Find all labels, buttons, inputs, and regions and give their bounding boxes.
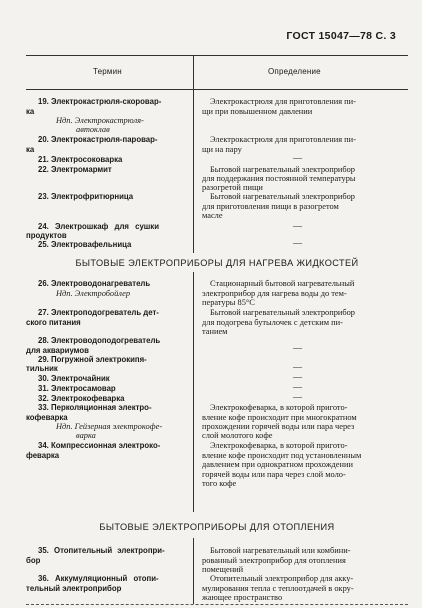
- column-header-term: Термин: [93, 67, 122, 76]
- definition-20: Электрокастрюля для приготовления пи-: [210, 135, 356, 144]
- term-33-note-cont: варка: [76, 431, 96, 440]
- term-24-cont: продуктов: [26, 231, 67, 240]
- term-32: 32. Электрокофеварка: [38, 394, 125, 403]
- definition-32-dash: —: [293, 392, 302, 402]
- definition-27-cont2: танием: [202, 327, 228, 336]
- definition-26-cont: электроприбор для нагрева воды до тем-: [202, 289, 347, 298]
- definition-23: Бытовой нагревательный электроприбор: [210, 192, 355, 201]
- term-19-note: Ндп. Электрокастрюля-: [56, 116, 144, 125]
- term-24: 24. Электрошкаф для сушки: [38, 222, 160, 231]
- term-34-cont: феварка: [26, 451, 60, 460]
- term-35: 35. Отопительный электропри-: [38, 546, 165, 555]
- definition-34-cont2: давлением при однократном прохождении: [202, 460, 353, 469]
- term-19-cont: ка: [26, 107, 35, 116]
- definition-36-cont2: жающее пространство: [202, 593, 283, 602]
- definition-25-dash: —: [293, 238, 302, 248]
- definition-33-cont2: прохождении горячей воды или пара через: [202, 422, 355, 431]
- term-26: 26. Электроводонагреватель: [38, 279, 151, 288]
- definition-31-dash: —: [293, 382, 302, 392]
- definition-33: Электрокофеварка, в которой пригото-: [210, 403, 348, 412]
- definition-24-dash: —: [293, 221, 302, 231]
- column-divider-1: [193, 55, 194, 253]
- definition-36: Отопительный электроприбор для акку-: [210, 574, 354, 583]
- column-divider-3: [193, 538, 194, 604]
- term-19-note-cont: автоклав: [76, 125, 110, 134]
- term-29-cont: тильник: [26, 364, 58, 373]
- term-36: 36. Аккумуляционный отопи-: [38, 574, 159, 583]
- term-22: 22. Электромармит: [38, 165, 112, 174]
- definition-27: Бытовой нагревательный электроприбор: [210, 308, 355, 317]
- term-29: 29. Погружной электрокипя-: [38, 355, 147, 364]
- definition-36-cont: мулирования тепла с теплоотдачей в окру-: [202, 584, 354, 593]
- table-top-rule: [26, 55, 408, 56]
- definition-34-cont4: того кофе: [202, 479, 237, 488]
- definition-26-cont2: пературы 85°С: [202, 298, 255, 307]
- term-25: 25. Электровафельница: [38, 240, 132, 249]
- definition-22-cont2: разогретой пищи: [202, 183, 263, 192]
- column-divider-2: [193, 272, 194, 512]
- definition-35: Бытовой нагревательный или комбини-: [210, 546, 351, 555]
- term-28: 28. Электроводоподогреватель: [38, 336, 161, 345]
- definition-33-cont3: слой молотого кофе: [202, 431, 273, 440]
- term-27: 27. Электроподогреватель дет-: [38, 308, 159, 317]
- definition-30-dash: —: [293, 372, 302, 382]
- term-30: 30. Электрочайник: [38, 374, 110, 383]
- definition-22-cont: для поддержания постоянной температуры: [202, 174, 356, 183]
- section-heading-liquids: БЫТОВЫЕ ЭЛЕКТРОПРИБОРЫ ДЛЯ НАГРЕВА ЖИДКОСТЕЙ: [75, 258, 359, 268]
- term-26-note: Ндп. Электробойлер: [56, 289, 131, 298]
- term-21: 21. Электросоковарка: [38, 155, 123, 164]
- section-heading-heating: БЫТОВЫЕ ЭЛЕКТРОПРИБОРЫ ДЛЯ ОТОПЛЕНИЯ: [99, 522, 335, 532]
- definition-35-cont2: помещений: [202, 565, 244, 574]
- definition-20-cont: щи на пару: [202, 145, 242, 154]
- definition-21-dash: —: [293, 153, 302, 163]
- definition-23-cont2: масле: [202, 211, 223, 220]
- definition-19: Электрокастрюля для приготовления пи-: [210, 97, 356, 106]
- table-header-rule: [26, 89, 408, 90]
- term-33-cont: кофеварка: [26, 413, 68, 422]
- definition-34-cont: вление кофе происходит под установленным: [202, 451, 362, 460]
- term-33: 33. Перколяционная электро-: [38, 403, 152, 412]
- definition-35-cont: рованный электроприбор для отопления: [202, 556, 346, 565]
- definition-33-cont: вление кофе происходит при многократном: [202, 413, 357, 422]
- definition-29-dash: —: [293, 362, 302, 372]
- document-code: ГОСТ 15047—78 С. 3: [286, 30, 396, 42]
- term-28-cont: для аквариумов: [26, 346, 89, 355]
- term-27-cont: ского питания: [26, 318, 81, 327]
- term-36-cont: тельный электроприбор: [26, 584, 122, 593]
- definition-27-cont: для подогрева бутылочек с детским пи-: [202, 318, 343, 327]
- term-33-note: Ндп. Гейзерная электрокофе-: [56, 422, 163, 431]
- term-35-cont: бор: [26, 556, 41, 565]
- definition-34: Электрокофеварка, в которой пригото-: [210, 441, 348, 450]
- definition-22: Бытовой нагревательный электроприбор: [210, 165, 355, 174]
- term-20: 20. Электрокастрюля-паровар-: [38, 135, 158, 144]
- bottom-cut-rule: [26, 604, 408, 605]
- definition-28-dash: —: [293, 343, 302, 353]
- term-20-cont: ка: [26, 145, 35, 154]
- column-header-definition: Определение: [268, 67, 321, 76]
- term-34: 34. Компрессионная электроко-: [38, 441, 161, 450]
- term-31: 31. Электросамовар: [38, 384, 116, 393]
- definition-26: Стационарный бытовой нагревательный: [210, 279, 355, 288]
- definition-34-cont3: горячей воды или пара через слой моло-: [202, 470, 346, 479]
- definition-19-cont: щи при повышенном давлении: [202, 107, 313, 116]
- definition-23-cont: для приготовления пищи в разогретом: [202, 202, 339, 211]
- term-23: 23. Электрофритюрница: [38, 192, 134, 201]
- term-19: 19. Электрокастрюля-скоровар-: [38, 97, 162, 106]
